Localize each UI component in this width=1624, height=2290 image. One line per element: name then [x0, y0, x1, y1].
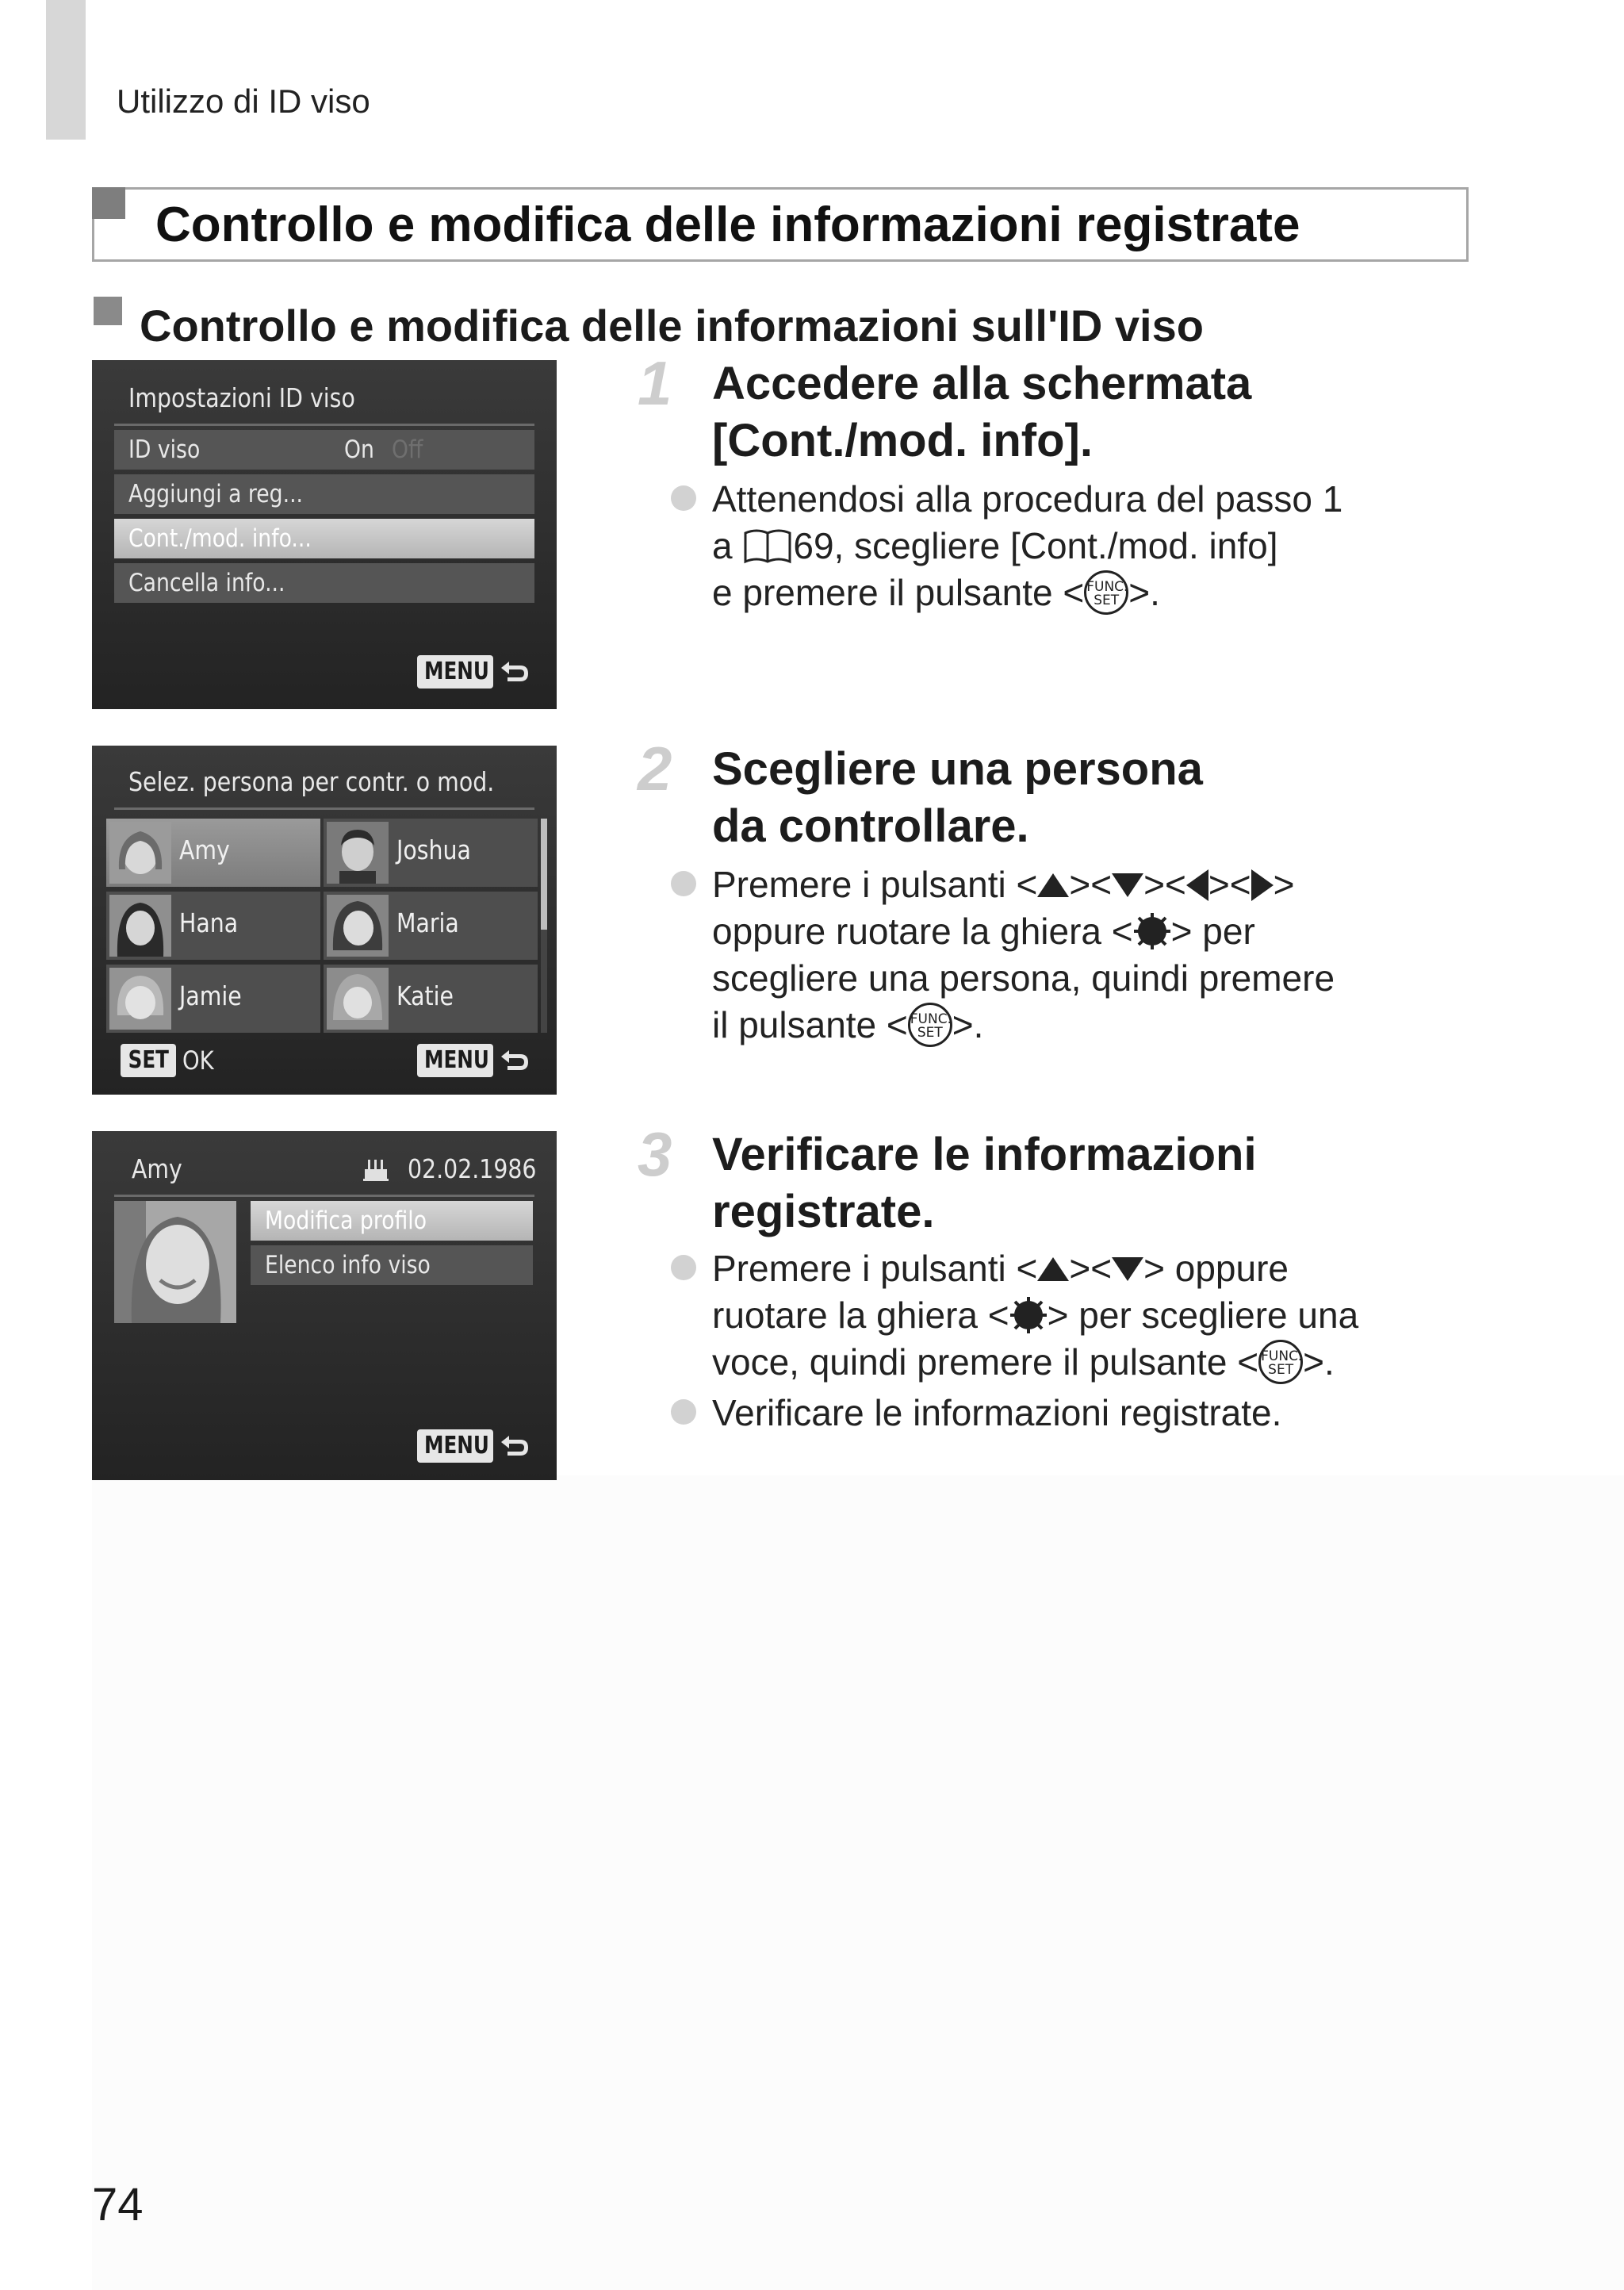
running-header: Utilizzo di ID viso	[117, 82, 370, 120]
page-number: 74	[92, 2179, 144, 2231]
step-3-title-line-1: Verificare le informazioni	[712, 1129, 1257, 1180]
ok-label: OK	[182, 1045, 214, 1076]
step-1-title-line-2: [Cont./mod. info].	[712, 415, 1093, 466]
person-cell-jamie[interactable]: Jamie	[106, 965, 320, 1033]
menu-button[interactable]: MENU	[417, 655, 493, 689]
face-thumbnail	[109, 822, 171, 884]
screen-title: Impostazioni ID viso	[128, 382, 355, 413]
back-arrow-icon	[498, 1049, 530, 1072]
screen-divider	[114, 1195, 534, 1197]
step-3-text-line-1: Premere i pulsanti < >< > oppure	[712, 1248, 1289, 1289]
step-2-text-line-2: oppure ruotare la ghiera < > per	[712, 911, 1255, 952]
camera-screen-face-id-settings	[92, 360, 557, 709]
section-title: Controllo e modifica delle informazioni registrate	[155, 198, 1300, 252]
option-off: Off	[392, 435, 423, 464]
down-arrow-icon	[1112, 873, 1143, 897]
section-marker-square	[92, 187, 125, 219]
bullet-icon	[671, 1399, 696, 1425]
book-reference-icon	[742, 527, 793, 565]
face-thumbnail	[327, 822, 389, 884]
menu-item-add-to-registry[interactable]	[114, 474, 534, 514]
bullet-icon	[671, 1255, 696, 1280]
back-arrow-icon	[498, 660, 530, 684]
option-on: On	[344, 435, 374, 464]
step-2-text-line-3: scegliere una persona, quindi premere	[712, 957, 1335, 999]
menu-item-label: Cont./mod. info...	[128, 524, 312, 553]
step-1-title-line-1: Accedere alla schermata	[712, 358, 1252, 409]
func-set-button-icon: FUNC. SET	[1084, 570, 1128, 615]
page-tab-marker	[46, 0, 86, 140]
back-arrow-icon	[498, 1434, 530, 1458]
menu-item-label: ID viso	[128, 435, 201, 464]
left-arrow-icon	[1186, 869, 1208, 901]
screen-title: Selez. persona per contr. o mod.	[128, 766, 495, 797]
camera-screen-person-info	[92, 1131, 557, 1480]
func-set-button-icon: FUNC. SET	[908, 1003, 952, 1047]
option-edit-profile[interactable]: Modifica profilo	[251, 1201, 533, 1241]
set-button[interactable]: SET	[121, 1044, 176, 1077]
option-face-info-list[interactable]: Elenco info viso	[251, 1245, 533, 1285]
bullet-icon	[671, 485, 696, 511]
step-3-text-line-3: voce, quindi premere il pulsante < FUNC. SET >.	[712, 1339, 1335, 1387]
up-arrow-icon	[1037, 1257, 1069, 1281]
person-cell-katie[interactable]: Katie	[324, 965, 538, 1033]
step-1-text-line-2: a 69, scegliere [Cont./mod. info]	[712, 525, 1278, 566]
step-2-text-line-1: Premere i pulsanti < >< >< >< >	[712, 864, 1295, 905]
person-cell-maria[interactable]: Maria	[324, 892, 538, 960]
control-dial-icon	[1009, 1296, 1048, 1334]
step-1-text-line-3: e premere il pulsante < FUNC. SET >.	[712, 570, 1160, 618]
step-2-title-line-1: Scegliere una persona	[712, 743, 1203, 795]
step-number-1: 1	[638, 348, 672, 418]
step-2-title-line-2: da controllare.	[712, 800, 1029, 852]
bullet-icon	[671, 871, 696, 896]
step-2-text-line-4: il pulsante < FUNC. SET >.	[712, 1002, 983, 1050]
step-3-text-line-4: Verificare le informazioni registrate.	[712, 1392, 1282, 1433]
person-cell-hana[interactable]: Hana	[106, 892, 320, 960]
background-panel	[92, 1475, 1624, 2290]
menu-item-label: Cancella info...	[128, 569, 285, 597]
profile-photo	[114, 1201, 236, 1323]
up-arrow-icon	[1037, 873, 1069, 897]
step-number-2: 2	[638, 734, 672, 804]
person-cell-joshua[interactable]: Joshua	[324, 819, 538, 887]
face-thumbnail	[327, 968, 389, 1030]
birthday-cake-icon	[362, 1155, 390, 1183]
func-set-button-icon: FUNC. SET	[1258, 1340, 1303, 1384]
menu-button[interactable]: MENU	[417, 1044, 493, 1077]
step-number-3: 3	[638, 1119, 672, 1189]
menu-item-check-edit-info[interactable]	[114, 519, 534, 558]
scrollbar-thumb[interactable]	[541, 819, 547, 930]
face-thumbnail	[109, 968, 171, 1030]
menu-item-face-id[interactable]	[114, 430, 534, 470]
menu-item-label: Aggiungi a reg...	[128, 480, 304, 508]
person-name: Amy	[132, 1153, 182, 1184]
step-3-title-line-2: registrate.	[712, 1186, 935, 1237]
screen-divider	[114, 424, 534, 426]
right-arrow-icon	[1251, 869, 1274, 901]
menu-button[interactable]: MENU	[417, 1429, 493, 1463]
person-cell-amy[interactable]: Amy	[106, 819, 320, 887]
camera-screen-select-person	[92, 746, 557, 1095]
screen-divider	[114, 807, 534, 810]
step-3-text-line-2: ruotare la ghiera < > per scegliere una	[712, 1295, 1359, 1336]
down-arrow-icon	[1112, 1257, 1143, 1281]
face-thumbnail	[109, 895, 171, 957]
birth-date: 02.02.1986	[408, 1153, 537, 1184]
subsection-marker-square	[94, 297, 122, 325]
face-thumbnail	[327, 895, 389, 957]
step-1-text-line-1: Attenendosi alla procedura del passo 1	[712, 478, 1343, 520]
subsection-title: Controllo e modifica delle informazioni sull'ID viso	[140, 301, 1204, 351]
menu-item-delete-info[interactable]	[114, 563, 534, 603]
control-dial-icon	[1133, 912, 1171, 950]
